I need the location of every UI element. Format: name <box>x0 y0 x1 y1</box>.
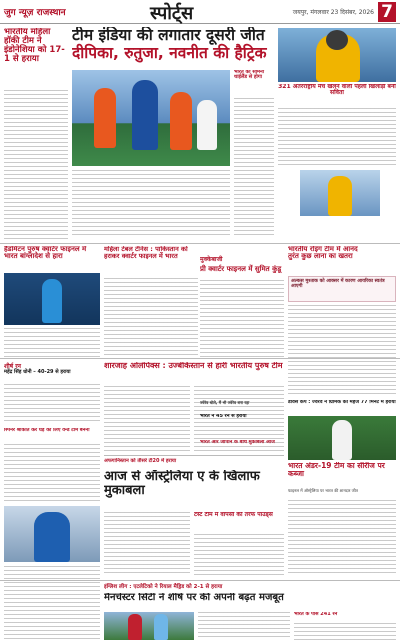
savita-headline: 321 अंतरराष्ट्रीय मैच खेलने वाली पहली खिलाड़ी बनीं सविता <box>278 84 396 97</box>
story-s11-headline: भारत अंडर-19 टीम का सीरीज पर कब्जा <box>288 462 385 478</box>
story-s6-headline: डेविस कप : ज्वेरेव ने ग्रिमिक को महज 77 मिनट में हराया <box>288 400 396 405</box>
brand-logo: जुग न्यूज़ राजस्थान <box>4 8 66 18</box>
story-s5-text-a <box>104 386 190 452</box>
lead-kicker-block <box>4 28 68 86</box>
lead-side-caption: भारत का सामना थाईलैंड से होगा <box>234 70 265 81</box>
lead-side-text <box>234 98 274 238</box>
story-s15-block <box>294 612 396 622</box>
story-s7-text <box>4 384 100 424</box>
divider <box>104 455 284 456</box>
story-s3-text <box>200 280 284 358</box>
story-s1-headline: हैंडमिंटन पुरुष क्वार्टर फाइनल में भारत बांग्लादेश से हारा <box>4 246 87 261</box>
story-s2-block <box>104 246 198 276</box>
story-s13-block <box>194 512 284 532</box>
story-s4-text <box>288 305 396 397</box>
tennis-photo <box>288 416 396 460</box>
story-s7-line: महेंद्र सिंह धोनी – 40-29 से हराया <box>4 369 71 375</box>
story-s6-caption: ज्वेरेव बोले, मैं भी ज्वेरेव बना रहा <box>200 400 250 405</box>
story-s10-block <box>200 440 284 452</box>
issue-date: जयपुर, मंगलवार 23 दिसंबर, 2026 <box>292 9 374 16</box>
story-s1-block <box>4 246 100 272</box>
savita-headline-block <box>278 84 396 106</box>
lead-headline-line2: दीपिका, रुतुजा, नवनीत की हैट्रिक <box>72 44 267 63</box>
savita-text <box>278 108 396 168</box>
story-s6-title-block <box>288 400 396 414</box>
story-s14-block <box>200 414 284 438</box>
story-s3-kicker: मुक्केबाजी <box>200 256 223 263</box>
story-s11-subhead: फाइनल में ऑस्ट्रेलिया पर भारत की शानदार जीत <box>288 488 358 493</box>
lead-photo <box>72 70 230 166</box>
divider <box>0 243 400 244</box>
story-s12-headline: मैनचेस्टर सिटी ने शीर्ष पर की अपनी बढ़त मजबूत <box>104 593 284 603</box>
story-s15-headline: भारत के पास 241 रन <box>294 612 338 617</box>
masthead <box>0 0 400 24</box>
lead-story-text <box>72 170 230 238</box>
lead-kicker: भारतीय महिला हॉकी टीम ने इंडोनेशिया को 17-1 से हराया <box>4 28 65 64</box>
story-s3-headline: प्री क्वार्टर फाइनल में सुमित कुंडू <box>200 265 282 273</box>
story-s9-text-a <box>104 512 190 576</box>
story-s12-kicker: इंग्लिश लीग : एटलेटिको ने रियाल मैड्रिड को 2-1 से हराया <box>104 584 223 590</box>
story-s12-text-b <box>294 623 396 640</box>
goalkeeper-photo <box>278 28 396 82</box>
story-s9-block <box>104 470 284 510</box>
badminton-photo <box>4 273 100 325</box>
story-s2-text <box>104 278 198 358</box>
story-s4-subbox <box>288 276 396 302</box>
story-s7-block <box>4 362 100 382</box>
story-s9-kicker-block <box>104 458 284 468</box>
lead-body-text <box>4 90 68 240</box>
story-s10-headline: भारत और जापान के बीच मुकाबला आज <box>200 440 275 445</box>
story-s8-block <box>4 428 100 442</box>
page-number: 7 <box>378 2 396 22</box>
story-s1-text <box>4 328 100 358</box>
story-s2-headline: महिला टेबल टेनिस : पाकिस्तान को हराकर क्वार्टर फाइनल में भारत <box>104 246 188 260</box>
story-s5-block <box>104 362 284 384</box>
story-s5-headline: शारजाह ओलंपिक्स : उज्बेकिस्तान से हारी भारतीय पुरुष टीम <box>104 362 283 370</box>
story-s12-block <box>104 593 396 611</box>
story-s6-caption-block <box>200 400 284 412</box>
lead-headline-line1: टीम इंडिया की लगातार दूसरी जीत <box>72 27 265 44</box>
story-s14-headline: भारत ने 45 रन से हराया <box>200 414 247 419</box>
story-s11-block <box>288 462 396 486</box>
section-title: स्पोर्ट्स <box>150 3 194 24</box>
story-s12-kicker-block <box>104 582 396 592</box>
story-s12-text-a <box>198 612 290 640</box>
lead-side-caption-block <box>234 70 274 96</box>
savita-photo-2 <box>300 170 380 216</box>
story-s4-headline: तुरंत कुछ लाना का खतरा <box>288 252 353 261</box>
story-s4-kicker: भारतीय रोइंग टीम में आनंद <box>288 246 358 253</box>
story-s4-block <box>288 246 396 274</box>
cricketer-text <box>4 566 100 640</box>
story-s9-kicker: अफगानिस्तान को तीसरे टी20 में हराया <box>104 458 177 464</box>
cricketer-photo <box>4 506 100 562</box>
story-s11-sub-block <box>288 488 396 498</box>
divider <box>0 358 400 359</box>
story-s4-subhead: अल्कस मुश्ताक को आक्सर में कारण आयरिका स्वतंत्र आएगी <box>291 279 385 290</box>
story-s3-block <box>200 246 284 278</box>
story-s8-text <box>4 444 100 504</box>
story-s8-headline: स्पिनर श्रीकांत कर घड़ का लिए वन्डे टीम बनना <box>4 428 90 433</box>
story-s7-kicker: शीर्ष रन <box>4 363 21 370</box>
football-photo <box>104 612 194 640</box>
story-s9-headline: आज से ऑस्ट्रेलिया ए के खिलाफ मुकाबला <box>104 470 260 498</box>
story-s13-headline: टेस्ट टीम में वापसी की तरफ पाउंड्स <box>194 512 273 518</box>
story-s11-text <box>288 500 396 576</box>
story-s9-text-b <box>194 534 284 576</box>
